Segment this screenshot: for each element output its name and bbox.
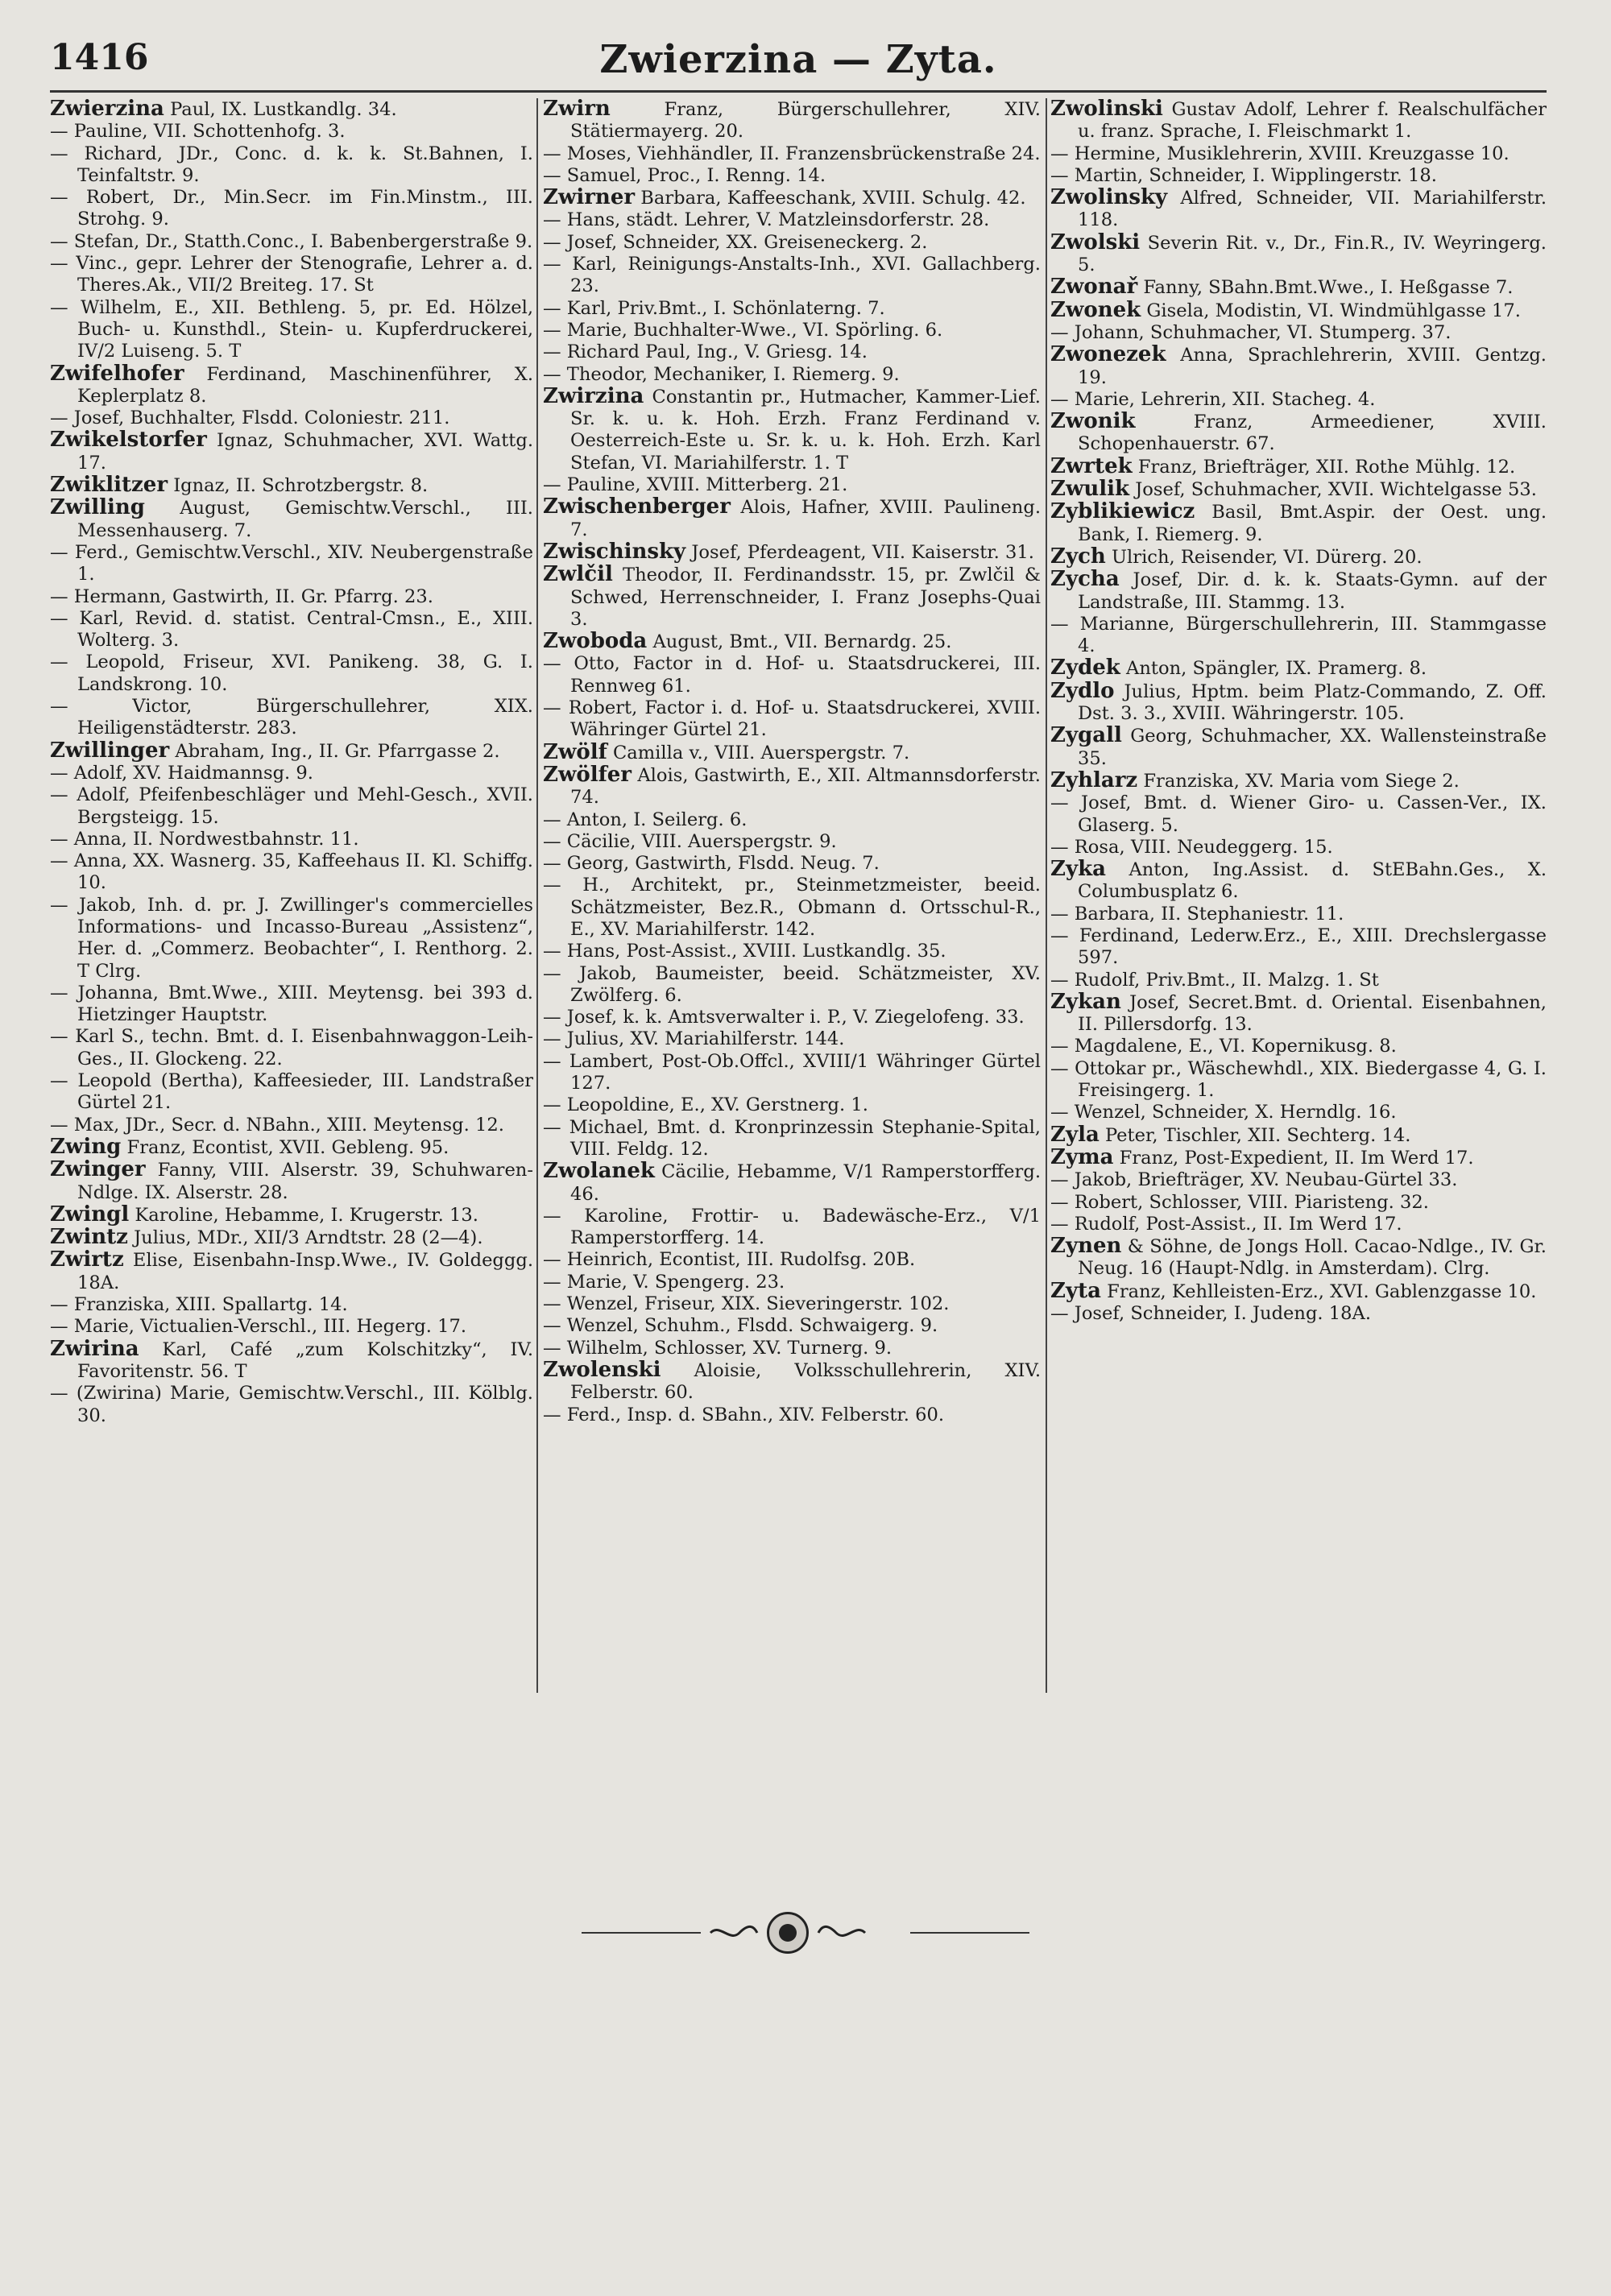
directory-entry [50,1338,533,1384]
directory-entry [50,1249,533,1294]
directory-entry [1050,276,1547,299]
directory-entry [50,98,533,121]
end-ornament [0,1909,1611,1957]
entry-details: — Theodor, Mechaniker, I. Riemerg. 9. [543,363,900,385]
entry-surname: Zwolski [1050,230,1141,254]
directory-entry [50,1204,533,1227]
header-divider [50,90,1547,93]
entry-details: — (Zwirina) Marie, Gemischtw.Verschl., III. Kölblg. 30. [50,1383,533,1426]
directory-entry [50,696,533,740]
directory-entry [1050,767,1547,792]
page-header [50,37,1547,93]
entry-details: — Victor, Bürgerschullehrer, XIX. Heiligenstädterstr. 283. [50,696,533,739]
entry-details: Karl, Café „zum Kolschitzky“, IV. Favoritenstr. 56. T [77,1338,533,1382]
entry-details: — H., Architekt, pr., Steinmetzmeister, beeid. Schätzmeister, Bez.R., Obmann d. Ortsschul-R., E., XV. Mariahilferstr. 142. [543,875,1041,940]
entry-surname: Zwoboda [543,629,648,654]
entry-details: — Hans, Post-Assist., XVIII. Lustkandlg. 35. [543,941,946,962]
entry-details: — Robert, Factor i. d. Hof- u. Staatsdruckerei, XVIII. Währinger Gürtel 21. [543,697,1041,741]
entry-surname: Zyma [1050,1144,1114,1169]
directory-entry [1050,837,1547,858]
directory-entry [1050,1280,1547,1303]
entry-details: Alfred, Schneider, VII. Mariahilferstr. 118. [1078,188,1547,231]
directory-entry [543,254,1041,298]
entry-details: — Rosa, VIII. Neudeggerg. 15. [1050,836,1333,858]
entry-details: — Leopold (Bertha), Kaffeesieder, III. Landstraßer Gürtel 21. [50,1070,533,1114]
entry-surname: Zwischinsky [543,539,686,564]
directory-entry [50,784,533,829]
entry-details: — Ferd., Insp. d. SBahn., XIV. Felberstr. 60. [543,1404,945,1425]
entry-surname: Zwolinski [1050,98,1163,121]
entry-details: Franz, Bürgerschullehrer, XIV. Stätiermayerg. 20. [570,99,1041,143]
entry-details: Georg, Schuhmacher, XX. Wallensteinstraße 35. [1078,726,1547,769]
entry-details: — Jakob, Baumeister, beeid. Schätzmeister, XV. Zwölferg. 6. [543,962,1041,1006]
directory-entry [50,586,533,608]
entry-surname: Zwlčil [543,562,613,587]
entry-details: — Stefan, Dr., Statth.Conc., I. Babenbergerstraße 9. [50,230,533,252]
directory-entry [1050,1058,1547,1102]
entry-surname: Zwintz [50,1225,128,1250]
directory-entry [543,853,1041,875]
column-3 [1050,98,1547,1693]
directory-entry [543,1051,1041,1095]
directory-entry [543,1117,1041,1161]
entry-details: — Julius, XV. Mariahilferstr. 144. [543,1028,845,1050]
entry-details: Alois, Gastwirth, E., XII. Altmannsdorferstr. 74. [570,764,1041,809]
entry-details: Gustav Adolf, Lehrer f. Realschulfächer u. franz. Sprache, I. Fleischmarkt 1. [1078,99,1547,143]
entry-details: — Wenzel, Schuhm., Flsdd. Schwaigerg. 9. [543,1315,938,1337]
entry-details: Ignaz, II. Schrotzbergstr. 8. [173,475,429,497]
directory-entry [543,1404,1041,1426]
entry-details: Basil, Bmt.Aspir. der Oest. ung. Bank, I. Riemerg. 9. [1078,502,1547,545]
entry-details: — Robert, Schlosser, VIII. Piaristeng. 32. [1050,1191,1429,1213]
entry-details: Ulrich, Reisender, VI. Dürerg. 20. [1112,546,1423,568]
entry-details: Gisela, Modistin, VI. Windmühlgasse 17. [1146,300,1521,321]
entry-surname: Zyta [1050,1278,1101,1303]
directory-entry [543,1007,1041,1028]
entry-details: — Johann, Schuhmacher, VI. Stumperg. 37. [1050,321,1452,343]
directory-entry [543,209,1041,231]
directory-entry [543,1028,1041,1050]
directory-entry [1050,1169,1547,1191]
entry-surname: Zwonik [1050,409,1136,434]
directory-entry [543,383,1041,474]
entry-details: — Robert, Dr., Min.Secr. im Fin.Minstm., III. Strohg. 9. [50,187,533,230]
entry-details: Elise, Eisenbahn-Insp.Wwe., IV. Goldeggg. 18A. [77,1250,533,1293]
entry-details: — Barbara, II. Stephaniestr. 11. [1050,903,1344,925]
entry-surname: Zyka [1050,857,1106,882]
directory-entry [543,496,1041,541]
entry-details: — Karl, Revid. d. statist. Central-Cmsn., E., XIII. Wolterg. 3. [50,607,533,652]
entry-details: Fanny, VIII. Alserstr. 39, Schuhwaren-Ndlge. IX. Alserstr. 28. [77,1160,533,1203]
directory-entry [543,1338,1041,1359]
directory-entry [1050,411,1547,456]
entry-details: — Josef, Schneider, I. Judeng. 18A. [1050,1303,1372,1325]
entry-surname: Zwierzina [50,98,164,121]
entry-details: Franz, Econtist, XVII. Gebleng. 95. [126,1136,449,1158]
directory-entry [50,407,533,429]
entry-surname: Zych [1050,544,1106,569]
directory-entry [543,631,1041,653]
entry-details: — Ferd., Gemischtw.Verschl., XIV. Neubergenstraße 1. [50,541,533,585]
entry-surname: Zwing [50,1134,122,1159]
entry-surname: Zwiklitzer [50,473,168,498]
entry-details: — Josef, Buchhalter, Flsdd. Coloniestr. 211. [50,407,450,429]
entry-surname: Zyla [1050,1122,1100,1147]
directory-entry [543,143,1041,165]
directory-entry [543,764,1041,809]
directory-entry [543,963,1041,1007]
entry-surname: Zwirn [543,98,611,121]
entry-surname: Zwilling [50,495,145,520]
directory-entry [50,297,533,363]
entry-details: — Magdalene, E., VI. Kopernikusg. 8. [1050,1036,1397,1057]
entry-surname: Zwischenberger [543,494,731,519]
directory-entry [1050,165,1547,187]
entry-surname: Zynen [1050,1234,1122,1259]
directory-entry [1050,657,1547,680]
entry-details: — Marie, Buchhalter-Wwe., VI. Spörling. 6. [543,319,943,341]
entry-details: Anton, Ing.Assist. d. StEBahn.Ges., X. Columbusplatz 6. [1078,859,1547,903]
entry-details: Severin Rit. v., Dr., Fin.R., IV. Weyringerg. 5. [1078,232,1547,276]
directory-entry [1050,1235,1547,1280]
entry-surname: Zycha [1050,567,1120,592]
entry-details: — Wenzel, Schneider, X. Herndlg. 16. [1050,1102,1397,1123]
entry-surname: Zwulik [1050,477,1130,502]
directory-entry [1050,478,1547,501]
directory-entry [50,1070,533,1115]
directory-entry [543,1160,1041,1206]
directory-entry [543,653,1041,697]
directory-entry [1050,546,1547,569]
directory-entry [543,298,1041,320]
directory-entry [543,1359,1041,1404]
directory-entry [50,652,533,696]
directory-entry [1050,453,1547,478]
entry-surname: Zwirner [543,185,636,210]
entry-details: — Franziska, XIII. Spallartg. 14. [50,1294,348,1316]
directory-entry [50,608,533,652]
entry-details: Anton, Spängler, IX. Pramerg. 8. [1126,658,1427,680]
directory-entry [1050,1124,1547,1147]
directory-entry [543,341,1041,363]
entry-details: — Anton, I. Seilerg. 6. [543,809,748,830]
directory-entry [1050,1102,1547,1123]
directory-entry [50,763,533,784]
directory-entry [1050,725,1547,770]
rosette-icon [767,1912,809,1954]
directory-entry [50,363,533,408]
directory-entry [543,232,1041,254]
entry-surname: Zygall [1050,723,1122,748]
entry-details: — Josef, Bmt. d. Wiener Giro- u. Cassen-Ver., IX. Glaserg. 5. [1050,792,1547,836]
directory-entry [1050,98,1547,143]
entry-details: — Karl, Priv.Bmt., I. Schönlaterng. 7. [543,297,885,319]
entry-details: — Wenzel, Friseur, XIX. Sieveringerstr. 102. [543,1293,950,1315]
entry-surname: Zwirina [50,1336,139,1361]
entry-details: — Josef, k. k. Amtsverwalter i. P., V. Ziegelofeng. 33. [543,1007,1025,1028]
entry-details: — Pauline, VII. Schottenhofg. 3. [50,121,346,143]
directory-entry [543,809,1041,831]
entry-details: — Wilhelm, E., XII. Bethleng. 5, pr. Ed. Hölzel, Buch- u. Kunsthdl., Stein- u. Kupferdruckerei, IV/2 Luiseng. 5. T [50,296,533,362]
directory-entry [543,941,1041,962]
entry-details: Josef, Secret.Bmt. d. Oriental. Eisenbahnen, II. Pillersdorfg. 13. [1078,991,1547,1036]
directory-entry [50,497,533,542]
directory-entry [50,121,533,143]
entry-surname: Zyhlarz [1050,767,1138,792]
entry-surname: Zwikelstorfer [50,428,207,453]
entry-details: — Max, JDr., Secr. d. NBahn., XIII. Meytensg. 12. [50,1114,504,1136]
page-title: Zwierzina — Zyta. [599,37,997,82]
directory-entry [50,1159,533,1204]
directory-entry [1050,1192,1547,1214]
entry-details: Josef, Dir. d. k. k. Staats-Gymn. auf der Landstraße, III. Stammg. 13. [1078,569,1547,613]
directory-entry [543,474,1041,496]
directory-entry [1050,143,1547,165]
entry-details: — Leopold, Friseur, XVI. Panikeng. 38, G. I. Landskrong. 10. [50,652,533,695]
entry-details: — Cäcilie, VIII. Auerspergstr. 9. [543,830,837,852]
entry-details: — Wilhelm, Schlosser, XV. Turnerg. 9. [543,1337,892,1359]
entry-details: — Karl S., techn. Bmt. d. I. Eisenbahnwaggon-Leih-Ges., II. Glockeng. 22. [50,1026,533,1069]
directory-entry [1050,1144,1547,1169]
directory-entry [50,542,533,586]
ornament-rule [582,1932,701,1934]
entry-surname: Zwillinger [50,738,170,763]
entry-details: Franz, Post-Expedient, II. Im Werd 17. [1119,1147,1474,1169]
entry-details: Barbara, Kaffeeschank, XVIII. Schulg. 42. [640,188,1026,209]
entry-details: August, Bmt., VII. Bernardg. 25. [652,631,952,653]
entry-surname: Zwingl [50,1202,130,1227]
entry-details: — Pauline, XVIII. Mitterberg. 21. [543,474,848,496]
entry-details: Ignaz, Schuhmacher, XVI. Wattg. 17. [77,430,533,474]
entry-details: Josef, Pferdeagent, VII. Kaiserstr. 31. [691,541,1034,563]
directory-entry [543,1272,1041,1293]
directory-entry [1050,925,1547,970]
entry-details: Anna, Sprachlehrerin, XVIII. Gentzg. 19. [1078,345,1547,388]
entry-surname: Zwolanek [543,1159,655,1184]
directory-entry [543,1293,1041,1315]
entry-details: — Rudolf, Post-Assist., II. Im Werd 17. [1050,1213,1402,1235]
entry-details: — Jakob, Briefträger, XV. Neubau-Gürtel 33. [1050,1169,1458,1191]
directory-entry [1050,614,1547,658]
directory-entry [543,1206,1041,1250]
entry-details: — Adolf, Pfeifenbeschläger und Mehl-Gesch., XVII. Bergsteigg. 15. [50,784,533,828]
entry-details: Theodor, II. Ferdinandsstr. 15, pr. Zwlčil & Schwed, Herrenschneider, I. Franz Josephs-Quai 3. [570,565,1041,630]
directory-entry [1050,297,1547,322]
entry-surname: Zwirzina [543,383,644,408]
entry-details: — Ferdinand, Lederw.Erz., E., XIII. Drechslergasse 597. [1050,925,1547,969]
column-1 [50,98,533,1693]
entry-details: — Jakob, Inh. d. pr. J. Zwillinger's commercielles Informations- und Incasso-Bureau „Assistenz“, Her. d. „Commerz. Beobachter“, I. Renthorg. 2. T Clrg. [50,894,533,982]
directory-entry [50,1294,533,1316]
directory-entry [1050,678,1547,726]
directory-entry [50,474,533,497]
entry-details: Alois, Hafner, XVIII. Paulineng. 7. [570,497,1041,540]
entry-details: — Ottokar pr., Wäschewhdl., XIX. Biedergasse 4, G. I. Freisingerg. 1. [1050,1057,1547,1102]
entry-details: Aloisie, Volksschullehrerin, XIV. Felberstr. 60. [570,1359,1041,1404]
entry-details: — Anna, II. Nordwestbahnstr. 11. [50,828,359,850]
directory-entry [50,1316,533,1338]
directory-entry [50,740,533,763]
entry-details: — Otto, Factor in d. Hof- u. Staatsdruckerei, III. Rennweg 61. [543,653,1041,697]
directory-entry [50,231,533,253]
entry-details: — Vinc., gepr. Lehrer der Stenografie, Lehrer a. d. Theres.Ak., VII/2 Breiteg. 17. St [50,253,533,296]
directory-entry [543,364,1041,386]
directory-columns [50,98,1547,1693]
directory-entry [543,739,1041,764]
entry-details: — Richard Paul, Ing., V. Griesg. 14. [543,341,868,363]
directory-entry [543,697,1041,742]
directory-entry [50,429,533,474]
page-number: 1416 [50,37,149,78]
entry-details: — Leopoldine, E., XV. Gerstnerg. 1. [543,1094,868,1116]
entry-details: Josef, Schuhmacher, XVII. Wichtelgasse 53. [1135,479,1537,501]
entry-surname: Zwölfer [543,762,632,787]
ornament-scroll-icon [817,1923,867,1942]
directory-entry [543,98,1041,143]
directory-entry [50,983,533,1027]
directory-entry [543,187,1041,209]
directory-entry [50,143,533,188]
entry-surname: Zwinger [50,1157,146,1182]
entry-details: — Josef, Schneider, XX. Greiseneckerg. 2. [543,231,928,253]
directory-entry [50,1026,533,1070]
directory-entry [1050,344,1547,389]
directory-entry [1050,858,1547,904]
entry-surname: Zyblikiewicz [1050,499,1195,524]
entry-details: Franz, Kehlleisten-Erz., XVI. Gablenzgasse 10. [1107,1280,1537,1302]
entry-details: — Hans, städt. Lehrer, V. Matzleinsdorferstr. 28. [543,209,990,231]
directory-entry [543,564,1041,631]
entry-details: Paul, IX. Lustkandlg. 34. [170,99,397,120]
directory-entry [50,253,533,297]
entry-details: Fanny, SBahn.Bmt.Wwe., I. Heßgasse 7. [1143,277,1514,299]
entry-details: August, Gemischtw.Verschl., III. Messenhauserg. 7. [77,498,533,541]
entry-surname: Zwrtek [1050,453,1133,478]
entry-surname: Zydek [1050,656,1120,681]
column-2 [543,98,1041,1693]
entry-surname: Zwifelhofer [50,361,184,386]
entry-details: Ferdinand, Maschinenführer, X. Keplerplatz 8. [77,363,533,407]
ornament-rule [910,1932,1029,1934]
entry-details: & Söhne, de Jongs Holl. Cacao-Ndlge., IV. Gr. Neug. 16 (Haupt-Ndlg. in Amsterdam). Clrg. [1078,1236,1547,1280]
directory-entry [1050,1214,1547,1235]
directory-entry [50,187,533,231]
directory-entry [1050,569,1547,614]
entry-details: — Hermann, Gastwirth, II. Gr. Pfarrg. 23. [50,585,433,607]
directory-entry [543,1315,1041,1337]
entry-details: — Karoline, Frottir- u. Badewäsche-Erz., V/1 Ramperstorfferg. 14. [543,1205,1041,1249]
directory-entry [50,1383,533,1427]
directory-entry [543,831,1041,853]
entry-details: Karoline, Hebamme, I. Krugerstr. 13. [135,1204,478,1226]
directory-entry [543,875,1041,941]
directory-entry [1050,187,1547,232]
entry-details: Julius, MDr., XII/3 Arndtstr. 28 (2—4). [134,1227,483,1249]
directory-entry [1050,1036,1547,1057]
directory-entry [1050,792,1547,837]
entry-details: Peter, Tischler, XII. Sechterg. 14. [1105,1124,1411,1146]
entry-details: — Lambert, Post-Ob.Offcl., XVIII/1 Währinger Gürtel 127. [543,1050,1041,1094]
directory-entry [1050,501,1547,546]
entry-surname: Zwonař [1050,275,1138,300]
entry-details: — Marie, Lehrerin, XII. Stacheg. 4. [1050,388,1376,410]
entry-surname: Zykan [1050,989,1121,1014]
entry-details: — Hermine, Musiklehrerin, XVIII. Kreuzgasse 10. [1050,143,1510,164]
entry-details: — Heinrich, Econtist, III. Rudolfsg. 20B. [543,1249,916,1271]
directory-entry [1050,904,1547,925]
directory-entry [50,850,533,895]
entry-details: Julius, Hptm. beim Platz-Commando, Z. Off. Dst. 3. 3., XVIII. Währingerstr. 105. [1078,681,1547,725]
directory-entry [50,1136,533,1159]
directory-entry [50,1115,533,1136]
entry-details: Cäcilie, Hebamme, V/1 Ramperstorfferg. 46. [570,1161,1041,1205]
entry-details: — Adolf, XV. Haidmannsg. 9. [50,762,313,784]
entry-details: Constantin pr., Hutmacher, Kammer-Lief. Sr. k. u. k. Hoh. Erzh. Franz Ferdinand v. Oesterreich-Este u. Sr. k. u. k. Hoh. Erzh. Karl Stefan, VI. Mariahilferstr. 1. T [570,386,1041,474]
entry-surname: Zwölf [543,739,607,764]
entry-details: Abraham, Ing., II. Gr. Pfarrgasse 2. [175,740,500,762]
entry-details: — Georg, Gastwirth, Flsdd. Neug. 7. [543,853,880,875]
entry-details: — Johanna, Bmt.Wwe., XIII. Meytensg. bei 393 d. Hietzinger Hauptstr. [50,982,533,1026]
entry-details: Camilla v., VIII. Auerspergstr. 7. [612,742,910,763]
directory-entry [543,165,1041,187]
directory-entry [1050,991,1547,1036]
entry-surname: Zwonek [1050,297,1141,322]
entry-details: Franz, Briefträger, XII. Rothe Mühlg. 12. [1137,456,1516,478]
directory-entry [50,829,533,850]
directory-entry [1050,322,1547,344]
directory-entry [543,1094,1041,1116]
entry-details: Franziska, XV. Maria vom Siege 2. [1143,770,1460,792]
entry-details: — Anna, XX. Wasnerg. 35, Kaffeehaus II. Kl. Schiffg. 10. [50,850,533,894]
directory-entry [1050,389,1547,411]
entry-surname: Zwonezek [1050,342,1166,367]
entry-details: — Moses, Viehhändler, II. Franzensbrückenstraße 24. [543,143,1041,164]
entry-details: — Karl, Reinigungs-Anstalts-Inh., XVI. Gallachberg. 23. [543,254,1041,297]
directory-entry [1050,970,1547,991]
directory-entry [50,1227,533,1249]
entry-details: — Martin, Schneider, I. Wipplingerstr. 18. [1050,164,1437,186]
entry-details: — Richard, JDr., Conc. d. k. k. St.Bahnen, I. Teinfaltstr. 9. [50,143,533,186]
entry-details: — Marianne, Bürgerschullehrerin, III. Stammgasse 4. [1050,613,1547,657]
entry-surname: Zwolinsky [1050,185,1168,210]
directory-entry [543,1249,1041,1271]
entry-details: — Marie, Victualien-Verschl., III. Hegerg. 17. [50,1316,466,1338]
entry-surname: Zydlo [1050,678,1115,703]
directory-entry [50,895,533,983]
entry-surname: Zwirtz [50,1247,124,1272]
directory-entry [1050,232,1547,277]
entry-details: — Marie, V. Spengerg. 23. [543,1271,785,1293]
entry-details: Franz, Armeediener, XVIII. Schopenhauerstr. 67. [1078,412,1547,455]
directory-entry [543,541,1041,564]
entry-details: — Samuel, Proc., I. Renng. 14. [543,164,826,186]
entry-details: — Michael, Bmt. d. Kronprinzessin Stephanie-Spital, VIII. Feldg. 12. [543,1116,1041,1160]
directory-entry [543,320,1041,341]
ornament-scroll-icon [709,1923,759,1942]
entry-details: — Rudolf, Priv.Bmt., II. Malzg. 1. St [1050,969,1379,991]
entry-surname: Zwolenski [543,1357,661,1382]
directory-entry [1050,1303,1547,1325]
